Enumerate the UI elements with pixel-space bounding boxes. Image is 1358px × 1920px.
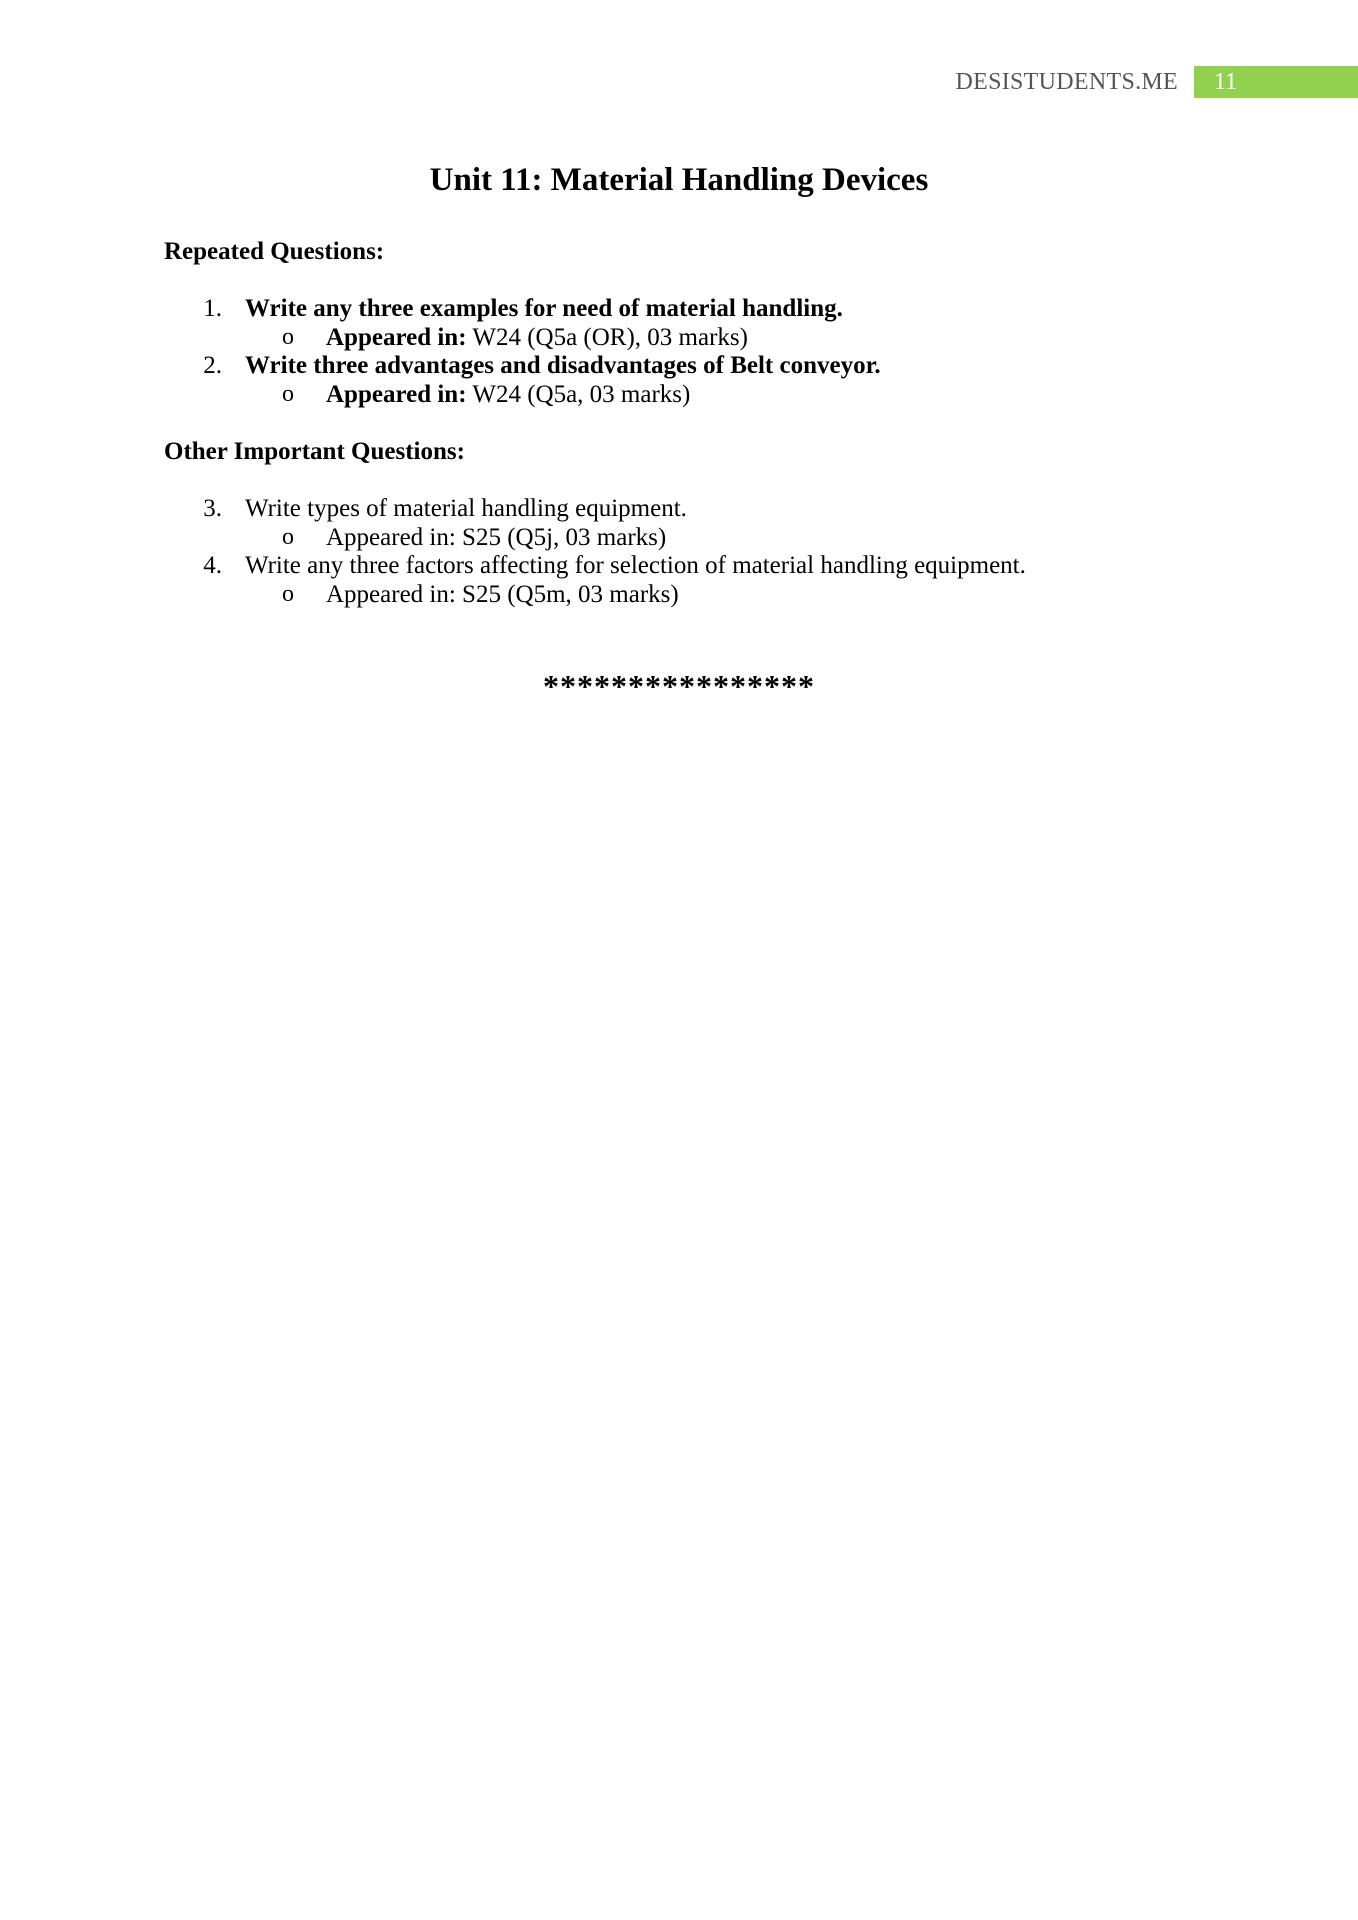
page-header: [955, 66, 1358, 98]
bullet-icon: o: [282, 581, 294, 607]
question-text: Write any three factors affecting for selection of material handling equipment.: [245, 552, 1026, 579]
site-name: DESISTUDENTS.ME: [955, 68, 1178, 95]
end-marker: ****************: [543, 668, 815, 704]
appeared-line: [326, 324, 748, 352]
page-title: Unit 11: Material Handling Devices: [429, 162, 929, 198]
page-number: 11: [1194, 66, 1358, 98]
question-number: 2.: [203, 352, 222, 379]
question-text: Write three advantages and disadvantages of Belt conveyor.: [245, 352, 881, 379]
question-number: 4.: [203, 552, 222, 579]
question-text: Write any three examples for need of material handling.: [245, 295, 843, 322]
bullet-icon: o: [282, 381, 294, 407]
repeated-questions-heading: Repeated Questions:: [164, 238, 385, 265]
appeared-label: Appeared in:: [326, 381, 467, 408]
other-questions-heading: Other Important Questions:: [164, 438, 465, 465]
appeared-line: Appeared in: S25 (Q5m, 03 marks): [326, 581, 679, 608]
bullet-icon: o: [282, 324, 294, 350]
appeared-line: [326, 381, 690, 409]
question-text: Write types of material handling equipment.: [245, 495, 687, 522]
appeared-value: W24 (Q5a (OR), 03 marks): [472, 324, 748, 351]
appeared-line: Appeared in: S25 (Q5j, 03 marks): [326, 524, 667, 551]
question-number: 3.: [203, 495, 222, 522]
bullet-icon: o: [282, 524, 294, 550]
appeared-label: Appeared in:: [326, 324, 467, 351]
page-title-container: [0, 162, 1358, 199]
question-number: 1.: [203, 295, 222, 322]
appeared-value: W24 (Q5a, 03 marks): [472, 381, 691, 408]
